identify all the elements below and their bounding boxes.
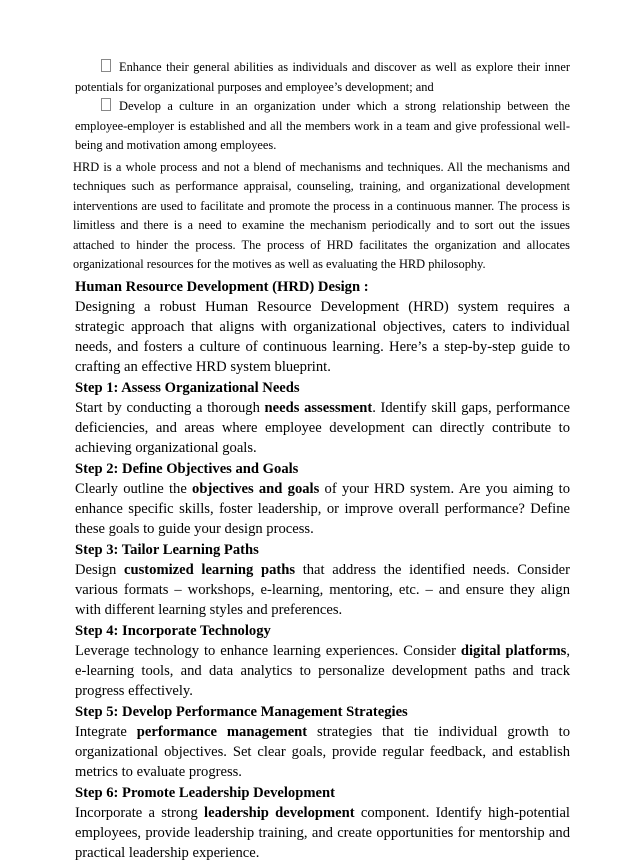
step-2-text-after: of your HRD system. Are you aiming to enhance specific skills, foster leadership, or improve overall performance? Define these goals to guide your design process. (75, 480, 570, 537)
step-6-paragraph (75, 803, 570, 863)
bullet-box-icon (101, 98, 111, 111)
design-section (75, 277, 570, 863)
step-5-paragraph (75, 722, 570, 782)
step-6-text-before: Incorporate a strong (75, 804, 205, 821)
intro-section (75, 58, 570, 275)
step-2-text-before: Clearly outline the (75, 480, 193, 497)
design-paragraph: Designing a robust Human Resource Development (HRD) system requires a strategic approach that aligns with organizational objectives, caters to individual needs, and fosters a culture of continuous learning. Here’s a step-by-step guide to crafting an effective HRD system blueprint. (75, 298, 570, 375)
step-3-heading: Step 3: Tailor Learning Paths (75, 541, 259, 558)
step-2-paragraph (75, 479, 570, 539)
step-1-emphasis: needs assessment (264, 399, 373, 416)
step-4-paragraph (75, 641, 570, 701)
step-6-text-after: component. Identify high-potential employees, provide leadership training, and create opportunities for mentorship and practical leadership experience. (75, 804, 570, 861)
step-6-heading: Step 6: Promote Leadership Development (75, 784, 335, 801)
bullet-item-1 (75, 58, 570, 97)
step-5-emphasis: performance management (136, 723, 308, 740)
bullet-text-2: Develop a culture in an organization under which a strong relationship between the employee-employer is established and all the members work in a team and give professional well-being and motivation among employees. (75, 99, 570, 152)
hrd-process-paragraph: HRD is a whole process and not a blend of mechanisms and techniques. All the mechanisms and techniques such as performance appraisal, counseling, training, and organizational development interventions are used to facilitate and promote the process in a continuous manner. The process is limitless and there is a need to examine the mechanism periodically and to sort out the issues attached to hinder the process. The process of HRD facilitates the organization and allocates organizational resources for the motives as well as evaluating the HRD philosophy. (73, 159, 570, 271)
step-3-text-after: that address the identified needs. Consider various formats – workshops, e-learning, mentoring, etc. – and ensure they align with different learning styles and preferences. (75, 561, 571, 618)
design-heading: Human Resource Development (HRD) Design : (75, 278, 369, 295)
step-3-text-before: Design (75, 561, 125, 578)
bullet-text-1: Enhance their general abilities as individuals and discover as well as explore their inner potentials for organizational purposes and employee’s development; and (75, 60, 570, 94)
step-3-emphasis: customized learning paths (124, 561, 296, 578)
step-2-heading: Step 2: Define Objectives and Goals (75, 460, 299, 477)
step-6-emphasis: leadership development (204, 804, 355, 821)
step-4-text-before: Leverage technology to enhance learning experiences. Consider (75, 642, 461, 659)
step-2-emphasis: objectives and goals (192, 480, 320, 497)
step-5-text-after: strategies that tie individual growth to organizational objectives. Set clear goals, provide regular feedback, and establish metrics to evaluate progress. (75, 723, 570, 780)
step-1-text-before: Start by conducting a thorough (75, 399, 265, 416)
bullet-box-icon (101, 59, 111, 72)
bullet-item-2 (75, 97, 570, 156)
step-5-text-before: Integrate (75, 723, 137, 740)
step-1-paragraph (75, 398, 570, 458)
step-1-text-after: . Identify skill gaps, performance deficiencies, and areas where employee development can directly contribute to achieving organizational goals. (75, 399, 570, 456)
step-5-heading: Step 5: Develop Performance Management Strategies (75, 703, 408, 720)
step-1-heading: Step 1: Assess Organizational Needs (75, 379, 300, 396)
step-3-paragraph (75, 560, 570, 620)
step-4-heading: Step 4: Incorporate Technology (75, 622, 271, 639)
step-4-emphasis: digital platforms (460, 642, 567, 659)
step-4-text-after: , e-learning tools, and data analytics to personalize development paths and track progress effectively. (75, 642, 571, 699)
